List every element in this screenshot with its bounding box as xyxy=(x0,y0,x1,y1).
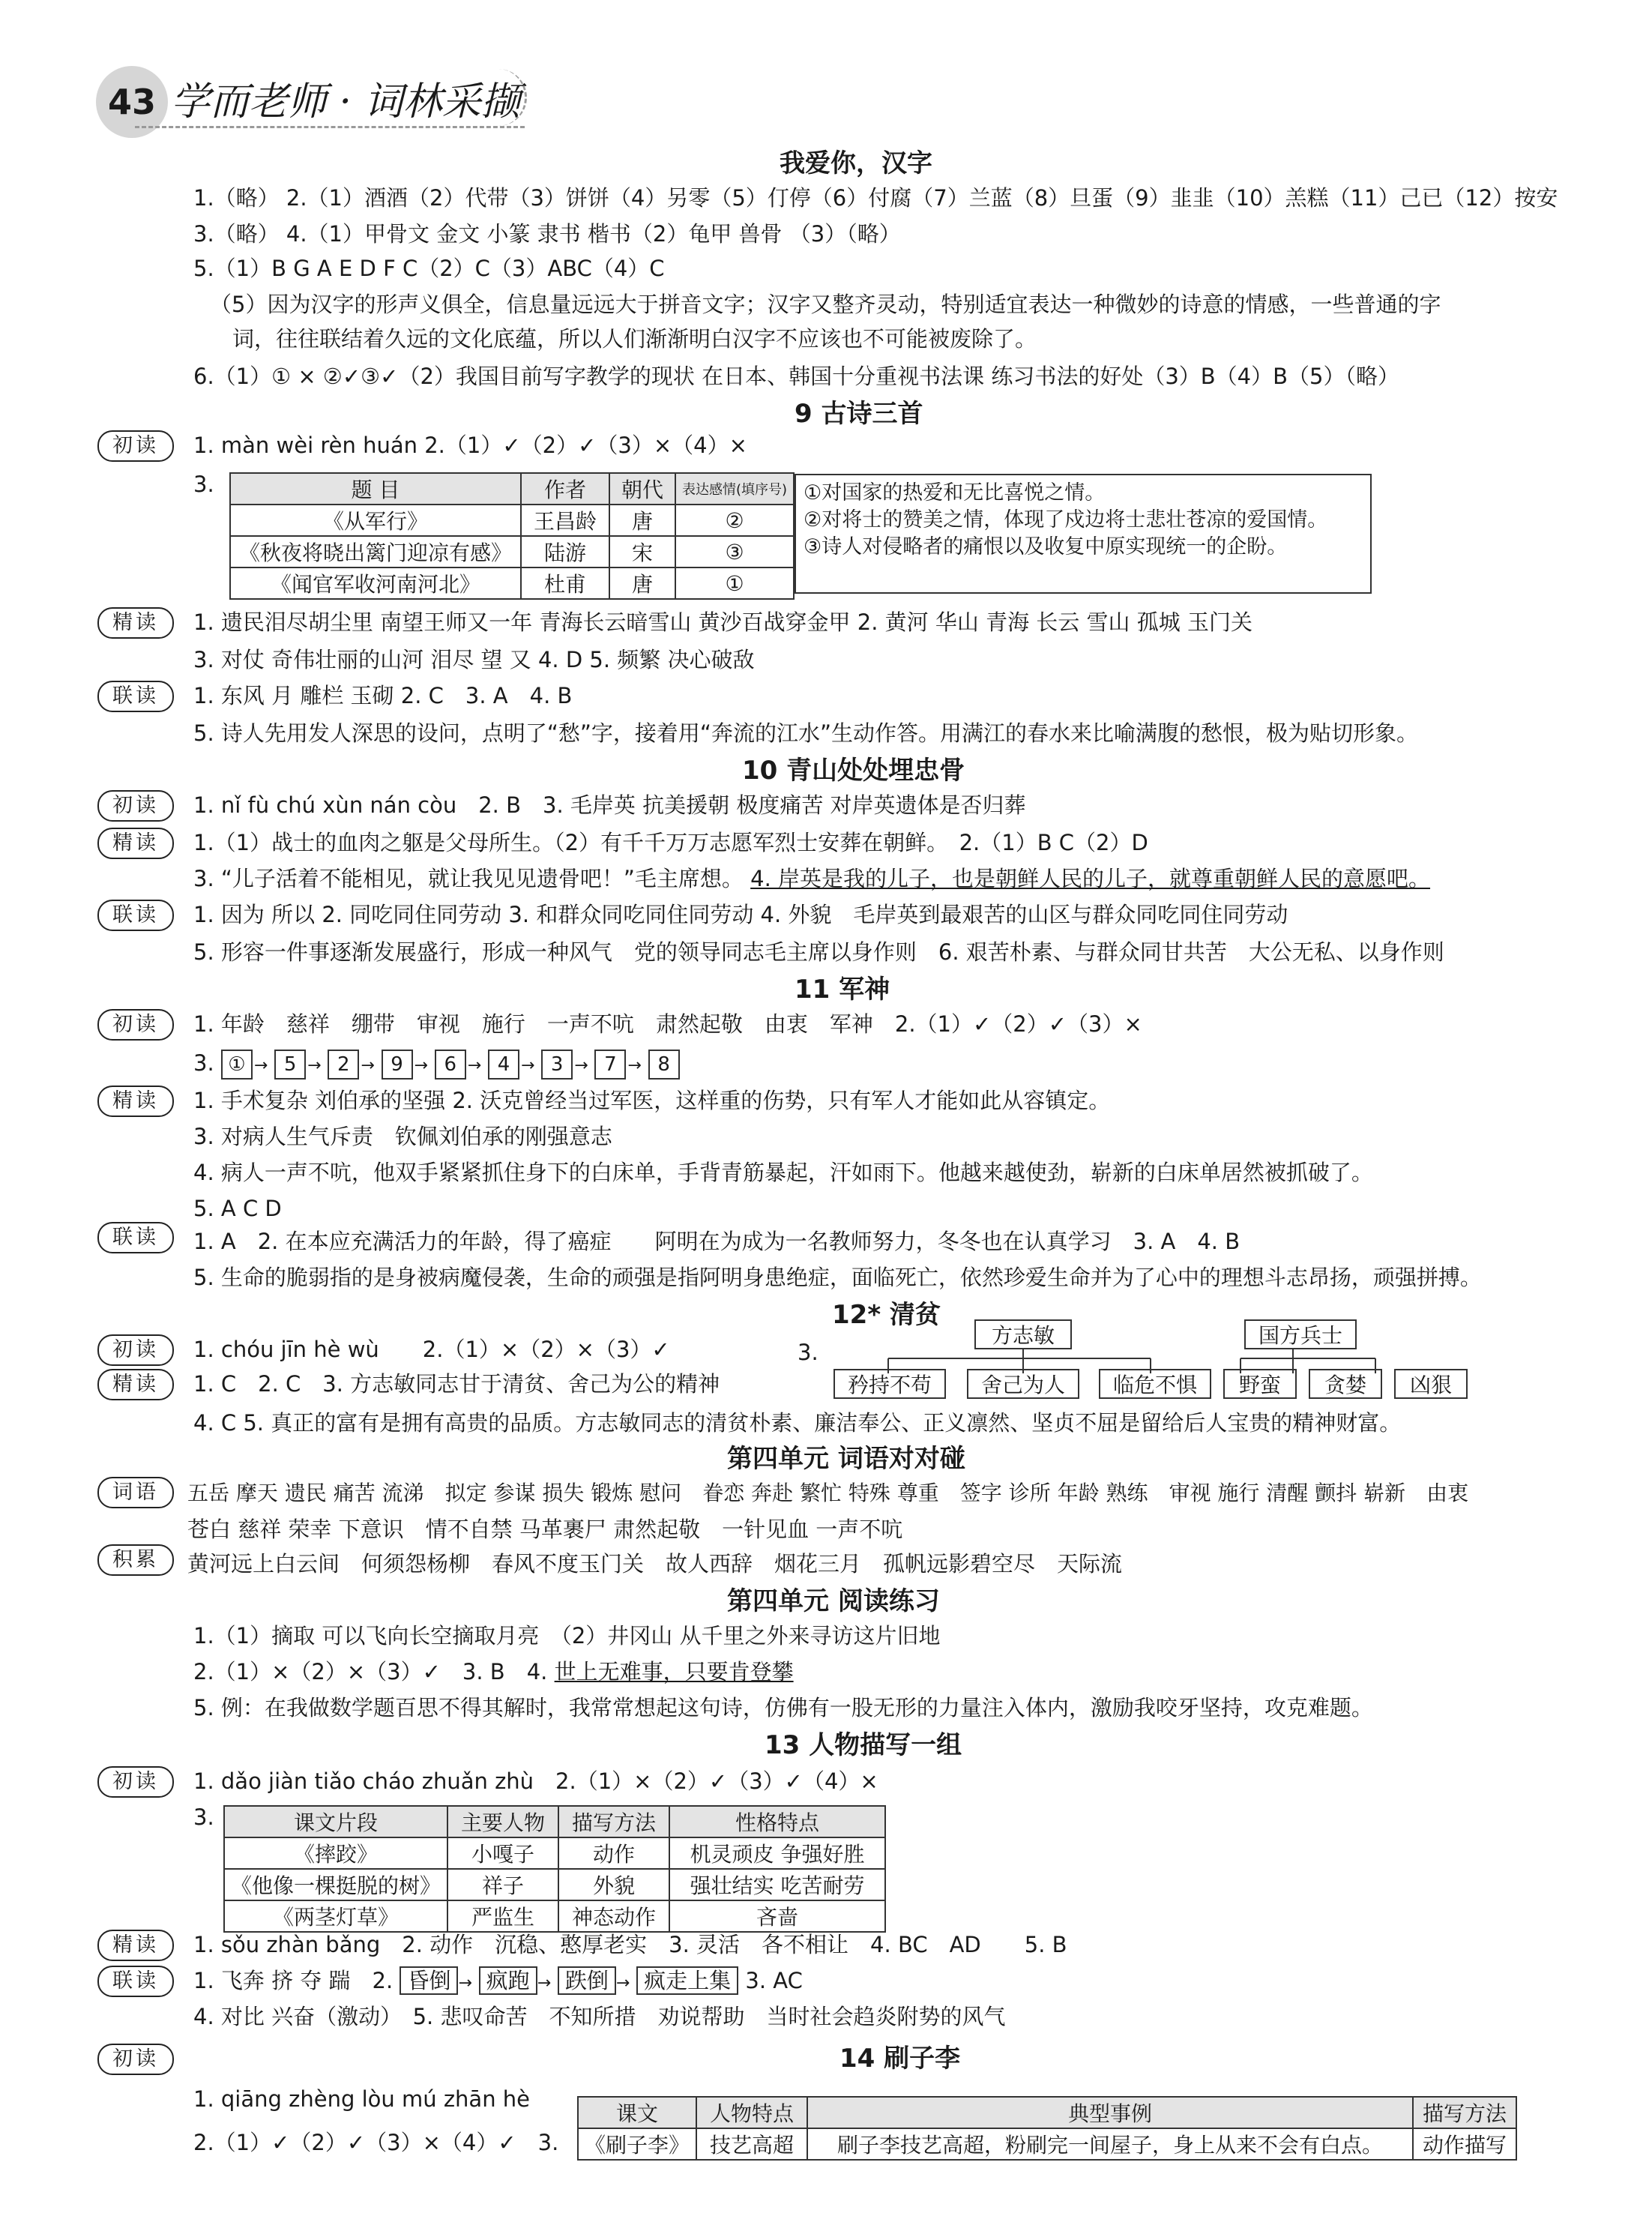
table-cell: 《他像一棵挺脱的树》 xyxy=(224,1869,447,1900)
header-decoration xyxy=(450,69,527,126)
tag-liandu: 联读 xyxy=(97,900,174,931)
option-item: ③诗人对侵略者的痛恨以及收复中原实现统一的企盼。 xyxy=(804,535,1288,558)
character-table xyxy=(223,1805,886,1933)
unit-title-reading: 第四单元 阅读练习 xyxy=(727,1586,940,1616)
table-header: 描写方法 xyxy=(558,1806,669,1837)
table-row xyxy=(224,1869,885,1900)
arrow-right-icon: → xyxy=(627,1056,642,1075)
answer-line xyxy=(193,864,1430,894)
table-header: 描写方法 xyxy=(1413,2097,1516,2128)
underlined-answer: 4. 岸英是我的儿子，也是朝鲜人民的儿子，就尊重朝鲜人民的意愿吧。 xyxy=(750,866,1431,891)
table-cell: 吝啬 xyxy=(669,1900,885,1932)
answer-line: 5.（1）B G A E D F C（2）C（3）ABC（4）C xyxy=(193,256,665,281)
section-title-hanzi: 我爱你，汉字 xyxy=(780,148,932,178)
table-cell: 陆游 xyxy=(521,536,609,567)
word-list: 黄河远上白云间 何须怨杨柳 春风不度玉门关 故人西辞 烟花三月 孤帆远影碧空尽 天际流 xyxy=(187,1551,1123,1577)
arrow-right-icon: → xyxy=(537,1974,552,1993)
section-title-10: 10 青山处处埋忠骨 xyxy=(742,756,965,786)
table-cell: 严监生 xyxy=(447,1900,558,1932)
word-list: 五岳 摩天 遗民 痛苦 流涕 拟定 参谋 损失 锻炼 慰问 眷恋 奔赴 繁忙 特殊 尊重 签字 诊所 年龄 熟练 审视 施行 清醒 颤抖 崭新 由衷 xyxy=(187,1481,1469,1505)
question-number: 3. xyxy=(193,1804,214,1830)
tag-ciyu: 词语 xyxy=(97,1477,174,1508)
answer-line: 1. 遗民泪尽胡尘里 南望王师又一年 青海长云暗雪山 黄沙百战穿金甲 2. 黄河 华山 青海 长云 雪山 孤城 玉门关 xyxy=(193,609,1252,635)
shuazili-table xyxy=(577,2096,1517,2161)
sequence-box: 6 xyxy=(435,1050,466,1080)
table-cell: 唐 xyxy=(609,505,675,536)
tag-jingdu: 精读 xyxy=(97,828,174,859)
unit-title-words: 第四单元 词语对对碰 xyxy=(727,1444,965,1474)
table-cell: 强壮结实 吃苦耐劳 xyxy=(669,1869,885,1900)
table-header: 主要人物 xyxy=(447,1806,558,1837)
node-item: 野蛮 xyxy=(1223,1369,1297,1399)
table-row xyxy=(224,1837,885,1869)
arrow-right-icon: → xyxy=(253,1056,268,1075)
tag-chudu: 初读 xyxy=(97,1334,174,1366)
tag-chudu: 初读 xyxy=(97,2044,174,2075)
sequence-box: 7 xyxy=(594,1050,626,1080)
answer-line: 1. 东风 月 雕栏 玉砌 2. C 3. A 4. B xyxy=(193,683,573,708)
table-cell: 动作描写 xyxy=(1413,2128,1516,2160)
question-number: 3. xyxy=(193,1050,214,1076)
answer-line: 6.（1）① × ②✓③✓（2）我国目前写字教学的现状 在日本、韩国十分重视书法课 练习书法的好处（3）B（4）B（5）（略） xyxy=(193,364,1399,389)
sequence-box: 9 xyxy=(382,1050,413,1080)
arrow-right-icon: → xyxy=(615,1974,630,1993)
header-divider xyxy=(135,126,525,128)
answer-line: 5. 诗人先用发人深思的设问，点明了“愁”字，接着用“奔流的江水”生动作答。用满江的春水来比喻满腹的愁恨，极为贴切形象。 xyxy=(193,720,1418,746)
table-cell: 《摔跤》 xyxy=(224,1837,447,1869)
flow-step: 疯跑 xyxy=(479,1966,537,1995)
arrow-right-icon: → xyxy=(307,1056,322,1075)
answer-text: 3. AC xyxy=(745,1968,803,1993)
arrow-right-icon: → xyxy=(414,1056,428,1075)
table-cell: 《秋夜将晓出篱门迎凉有感》 xyxy=(230,536,521,567)
answer-line: 1. dǎo jiàn tiǎo cháo zhuǎn zhù 2.（1）×（2）✓（3）✓（4）× xyxy=(193,1768,878,1794)
answer-line: 5. 例：在我做数学题百思不得其解时，我常常想起这句诗，仿佛有一股无形的力量注入体内，激励我咬牙坚持，攻克难题。 xyxy=(193,1695,1373,1720)
table-cell: 机灵顽皮 争强好胜 xyxy=(669,1837,885,1869)
tag-liandu: 联读 xyxy=(97,1222,174,1253)
table-cell: 王昌龄 xyxy=(521,505,609,536)
answer-line: 词，往往联结着久远的文化底蕴，所以人们渐渐明白汉字不应该也不可能被废除了。 xyxy=(232,326,1037,352)
question-number: 3. xyxy=(193,472,214,497)
answer-line: 4. 对比 兴奋（激动） 5. 悲叹命苦 不知所措 劝说帮助 当时社会趋炎附势的风气 xyxy=(193,2004,1006,2029)
node-item: 临危不惧 xyxy=(1099,1369,1211,1399)
option-item: ②对将士的赞美之情，体现了戍边将士悲壮苍凉的爱国情。 xyxy=(804,508,1328,532)
answer-line xyxy=(193,1966,803,1999)
table-header: 课文片段 xyxy=(224,1806,447,1837)
sequence-box: 4 xyxy=(488,1050,519,1080)
table-row xyxy=(224,1900,885,1932)
tag-liandu: 联读 xyxy=(97,1966,174,1997)
answer-line: 3. 对仗 奇伟壮丽的山河 泪尽 望 又 4. D 5. 频繁 决心破敌 xyxy=(193,647,755,672)
header-title: 学而老师 · 词林采撷 xyxy=(171,79,520,124)
answer-line: 1. nǐ fù chú xùn nán còu 2. B 3. 毛岸英 抗美援朝 极度痛苦 对岸英遗体是否归葬 xyxy=(193,792,1026,818)
arrow-right-icon: → xyxy=(361,1056,375,1075)
page-number: 43 xyxy=(96,66,168,138)
tag-chudu: 初读 xyxy=(97,1766,174,1798)
arrow-right-icon: → xyxy=(574,1056,588,1075)
tag-chudu: 初读 xyxy=(97,790,174,822)
tag-chudu: 初读 xyxy=(97,1009,174,1041)
answer-line: 2.（1）✓（2）✓（3）×（4）✓ 3. xyxy=(193,2130,559,2155)
table-header: 朝代 xyxy=(609,473,675,505)
node-item: 舍己为人 xyxy=(967,1369,1079,1399)
table-row xyxy=(230,567,794,599)
answer-line: 1.（略） 2.（1）酒酒（2）代带（3）饼饼（4）另零（5）仃停（6）付腐（7）兰蓝（8）旦蛋（9）韭韭（10）羔糕（11）己已（12）按安 xyxy=(193,185,1558,211)
option-item: ①对国家的热爱和无比喜悦之情。 xyxy=(804,481,1106,505)
answer-line: 1. C 2. C 3. 方志敏同志甘于清贫、舍己为公的精神 xyxy=(193,1371,720,1397)
flow-step: 跌倒 xyxy=(558,1966,616,1995)
question-number: 3. xyxy=(798,1340,819,1365)
table-cell: 神态动作 xyxy=(558,1900,669,1932)
answer-line: 5. A C D xyxy=(193,1196,282,1221)
table-header: 典型事例 xyxy=(807,2097,1413,2128)
table-cell: ③ xyxy=(675,536,794,567)
table-cell: 唐 xyxy=(609,567,675,599)
table-cell: ① xyxy=(675,567,794,599)
tag-chudu: 初读 xyxy=(97,430,174,462)
answer-line: 1. 手术复杂 刘伯承的坚强 2. 沃克曾经当过军医，这样重的伤势，只有军人才能如此从容镇定。 xyxy=(193,1088,1111,1113)
answer-line: 5. 生命的脆弱指的是身被病魔侵袭，生命的顽强是指阿明身患绝症，面临死亡，依然珍爱生命并为了心中的理想斗志昂扬，顽强拼搏。 xyxy=(193,1265,1482,1290)
answer-line: 1. 因为 所以 2. 同吃同住同劳动 3. 和群众同吃同住同劳动 4. 外貌 毛岸英到最艰苦的山区与群众同吃同住同劳动 xyxy=(193,902,1288,927)
answer-line: 4. 病人一声不吭，他双手紧紧抓住身下的白床单，手背青筋暴起，汗如雨下。他越来越使劲，崭新的白床单居然被抓破了。 xyxy=(193,1160,1373,1185)
sequence-box: 8 xyxy=(648,1050,680,1080)
answer-line: 1. chóu jīn hè wù 2.（1）×（2）×（3）✓ xyxy=(193,1337,670,1362)
answer-text: 1. 飞奔 挤 夺 踹 2. xyxy=(193,1968,394,1993)
table-cell: 《闻官军收河南河北》 xyxy=(230,567,521,599)
section-title-11: 11 军神 xyxy=(795,975,890,1005)
answer-line: 1. sǒu zhàn bǎng 2. 动作 沉稳、憨厚老实 3. 灵活 各不相让 4. BC AD 5. B xyxy=(193,1932,1067,1957)
section-title-13: 13 人物描写一组 xyxy=(765,1730,962,1760)
table-cell: ② xyxy=(675,505,794,536)
table-row xyxy=(578,2128,1516,2160)
table-cell: 宋 xyxy=(609,536,675,567)
tag-jilei: 积累 xyxy=(97,1544,174,1576)
flow-step: 疯走上集 xyxy=(636,1966,738,1995)
table-header: 表达感情(填序号) xyxy=(675,473,794,505)
node-item: 凶狠 xyxy=(1394,1369,1468,1399)
tag-jingdu: 精读 xyxy=(97,1369,174,1400)
table-cell: 杜甫 xyxy=(521,567,609,599)
table-cell: 祥子 xyxy=(447,1869,558,1900)
table-header: 题 目 xyxy=(230,473,521,505)
table-header: 作者 xyxy=(521,473,609,505)
table-cell: 动作 xyxy=(558,1837,669,1869)
sequence-box: 3 xyxy=(541,1050,573,1080)
section-title-12: 12* 清贫 xyxy=(832,1300,941,1330)
table-header: 性格特点 xyxy=(669,1806,885,1837)
section-title-9: 9 古诗三首 xyxy=(795,399,923,429)
underlined-answer: 世上无难事，只要肯登攀 xyxy=(554,1659,794,1684)
arrow-right-icon: → xyxy=(467,1056,482,1075)
tag-jingdu: 精读 xyxy=(97,1930,174,1961)
answer-line xyxy=(193,1657,794,1687)
section-title-14: 14 刷子李 xyxy=(839,2044,961,2074)
table-cell: 《两茎灯草》 xyxy=(224,1900,447,1932)
answer-line: 3. 对病人生气斥责 钦佩刘伯承的刚强意志 xyxy=(193,1124,612,1149)
node-guo: 国方兵士 xyxy=(1244,1319,1357,1349)
emotion-options-box xyxy=(795,474,1372,594)
sequence-box: 5 xyxy=(274,1050,306,1080)
table-cell: 技艺高超 xyxy=(696,2128,807,2160)
answer-line: （5）因为汉字的形声义俱全，信息量远远大于拼音文字；汉字又整齐灵动，特别适宜表达一种微妙的诗意的情感，一些普通的字 xyxy=(210,292,1441,317)
arrow-right-icon: → xyxy=(458,1974,472,1993)
table-header: 课文 xyxy=(578,2097,696,2128)
answer-line: 1.（1）战士的血肉之躯是父母所生。（2）有千千万万志愿军烈士安葬在朝鲜。 2.（1）B C（2）D xyxy=(193,830,1148,855)
answer-line: 1. A 2. 在本应充满活力的年龄，得了癌症 阿明在为成为一名教师努力，冬冬也在认真学习 3. A 4. B xyxy=(193,1229,1240,1254)
table-row xyxy=(230,505,794,536)
answer-line: 1.（1）摘取 可以飞向长空摘取月亮 （2）井冈山 从千里之外来寻访这片旧地 xyxy=(193,1623,941,1649)
sequence-box: ① xyxy=(221,1050,253,1080)
table-cell: 小嘎子 xyxy=(447,1837,558,1869)
tag-liandu: 联读 xyxy=(97,681,174,712)
table-row xyxy=(230,536,794,567)
sequence-box: 2 xyxy=(328,1050,359,1080)
table-cell: 《从军行》 xyxy=(230,505,521,536)
tag-jingdu: 精读 xyxy=(97,607,174,639)
table-cell: 外貌 xyxy=(558,1869,669,1900)
tag-jingdu: 精读 xyxy=(97,1086,174,1117)
answer-line: 3.（略） 4.（1）甲骨文 金文 小篆 隶书 楷书（2）龟甲 兽骨 （3）（略） xyxy=(193,221,901,247)
answer-text: 2.（1）×（2）×（3）✓ 3. B 4. xyxy=(193,1659,555,1684)
table-header: 人物特点 xyxy=(696,2097,807,2128)
node-item: 贪婪 xyxy=(1309,1369,1382,1399)
node-fang: 方志敏 xyxy=(974,1319,1072,1349)
node-item: 矜持不苟 xyxy=(833,1369,946,1399)
answer-line: 1. màn wèi rèn huán 2.（1）✓（2）✓（3）×（4）× xyxy=(193,433,747,458)
flow-step: 昏倒 xyxy=(400,1966,458,1995)
answer-line: 1. 年龄 慈祥 绷带 审视 施行 一声不吭 肃然起敬 由衷 军神 2.（1）✓（2）✓（3）× xyxy=(193,1011,1142,1037)
arrow-right-icon: → xyxy=(520,1056,535,1075)
sequence-answer xyxy=(193,1048,681,1081)
answer-line: 1. qiāng zhèng lòu mú zhān hè xyxy=(193,2086,531,2112)
answer-line: 5. 形容一件事逐渐发展盛行，形成一种风气 党的领导同志毛主席以身作则 6. 艰苦朴素、与群众同甘共苦 大公无私、以身作则 xyxy=(193,939,1444,965)
answer-line: 4. C 5. 真正的富有是拥有高贵的品质。方志敏同志的清贫朴素、廉洁奉公、正义凛然、坚贞不屈是留给后人宝贵的精神财富。 xyxy=(193,1410,1402,1436)
poem-table xyxy=(229,472,795,600)
answer-text: 3. “儿子活着不能相见，就让我见见遗骨吧！”毛主席想。 xyxy=(193,866,744,891)
table-cell: 《刷子李》 xyxy=(578,2128,696,2160)
word-list: 苍白 慈祥 荣幸 下意识 情不自禁 马革裹尸 肃然起敬 一针见血 一声不吭 xyxy=(187,1517,903,1542)
table-cell: 刷子李技艺高超，粉刷完一间屋子，身上从来不会有白点。 xyxy=(807,2128,1413,2160)
